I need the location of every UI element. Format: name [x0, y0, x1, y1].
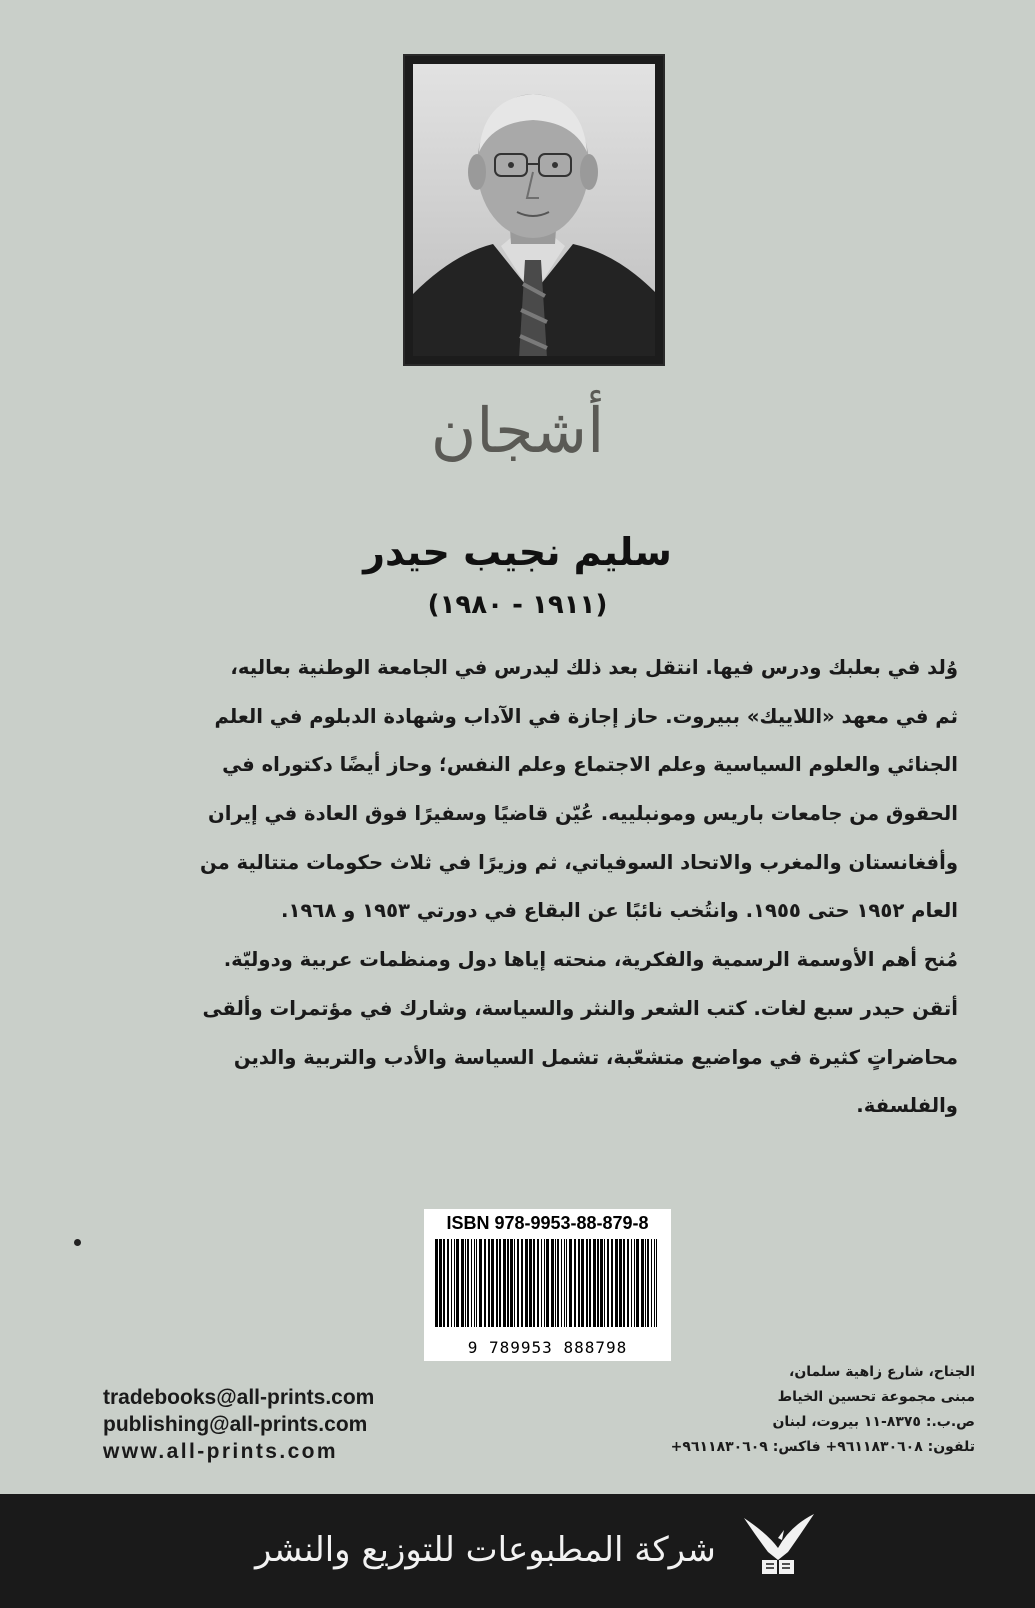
barcode-bar [465, 1239, 466, 1327]
barcode-bar [471, 1239, 472, 1327]
barcode-bar [447, 1239, 449, 1327]
barcode-bar [454, 1239, 455, 1327]
isbn-label: ISBN 978-9953-88-879-8 [446, 1213, 649, 1233]
website-link[interactable]: www.all-prints.com [103, 1440, 338, 1463]
barcode-bar [607, 1239, 609, 1327]
bio-line: أتقن حيدر سبع لغات. كتب الشعر والنثر والسياسة، وشارك في مؤتمرات وألقى [202, 996, 958, 1020]
barcode-bar [600, 1239, 603, 1327]
barcode-bar [597, 1239, 599, 1327]
barcode-bar [581, 1239, 584, 1327]
barcode-bar [645, 1239, 646, 1327]
barcode-bar [593, 1239, 596, 1327]
author-photo [403, 54, 665, 366]
barcode-bar [631, 1239, 632, 1327]
isbn-digits: 9 789953 888798 [467, 1338, 628, 1357]
barcode-bar [623, 1239, 625, 1327]
barcode-bar [474, 1239, 475, 1327]
address-line: ص.ب.: ٨٣٧٥-١١ بيروت، لبنان [772, 1414, 975, 1430]
address-line: مبنى مجموعة تحسين الخياط [777, 1389, 975, 1405]
barcode-bar [634, 1239, 635, 1327]
barcode-bar [589, 1239, 591, 1327]
barcode-bar [569, 1239, 572, 1327]
barcode-bar [499, 1239, 501, 1327]
barcode-bar [615, 1239, 618, 1327]
barcode-bar [521, 1239, 523, 1327]
trade-email-link[interactable]: tradebooks@all-prints.com [103, 1386, 375, 1409]
barcode-bar [439, 1239, 442, 1327]
barcode-bar [651, 1239, 652, 1327]
barcode-bar [507, 1239, 509, 1327]
barcode-bar [503, 1239, 506, 1327]
barcode-bar [636, 1239, 639, 1327]
barcode-bar [647, 1239, 649, 1327]
barcode-bar [496, 1239, 498, 1327]
bio-line: العام ١٩٥٢ حتى ١٩٥٥. وانتُخب نائبًا عن البقاع في دورتي ١٩٥٣ و ١٩٦٨. [281, 899, 958, 923]
barcode-bar [476, 1239, 477, 1327]
barcode-bar [544, 1239, 545, 1327]
publisher-contacts [103, 1384, 374, 1465]
publisher-footer [0, 1494, 1035, 1608]
barcode-bar [561, 1239, 562, 1327]
barcode-bar [641, 1239, 644, 1327]
barcode-bar [627, 1239, 629, 1327]
bio-line: الحقوق من جامعات باريس ومونبلييه. عُيّن قاضيًا وسفيرًا فوق العادة في إيران [208, 802, 958, 826]
barcode-bar [510, 1239, 513, 1327]
barcode-bars [435, 1239, 660, 1327]
barcode-bar [451, 1239, 452, 1327]
bio-line: وأفغانستان والمغرب والاتحاد السوفياتي، ثم وزيرًا في ثلاث حكومات متتالية من [199, 850, 958, 874]
barcode-bar [546, 1239, 549, 1327]
barcode-bar [467, 1239, 469, 1327]
barcode-bar [435, 1239, 438, 1327]
barcode-bar [529, 1239, 532, 1327]
publisher-address [671, 1360, 975, 1460]
barcode-bar [541, 1239, 542, 1327]
address-line: الجناح، شارع زاهية سلمان، [789, 1364, 975, 1380]
barcode-bar [484, 1239, 486, 1327]
decorative-dot [74, 1239, 81, 1246]
barcode-bar [525, 1239, 528, 1327]
barcode-bar [578, 1239, 580, 1327]
barcode-bar [456, 1239, 459, 1327]
barcode-bar [514, 1239, 515, 1327]
bio-line: ثم في معهد «اللاييك» ببيروت. حاز إجازة في الآداب وشهادة الدبلوم في العلم [214, 704, 958, 728]
barcode-bar [654, 1239, 655, 1327]
barcode-bar [656, 1239, 657, 1327]
barcode-bar [479, 1239, 482, 1327]
barcode-bar [566, 1239, 567, 1327]
barcode-bar [443, 1239, 445, 1327]
barcode-bar [574, 1239, 576, 1327]
barcode-bar [491, 1239, 494, 1327]
bio-line: محاضراتٍ كثيرة في مواضيع متشعّبة، تشمل السياسة والأدب والتربية والدين [233, 1045, 958, 1069]
author-dates: (١٩١١ - ١٩٨٠) [427, 590, 608, 620]
isbn-barcode [424, 1209, 671, 1361]
barcode-bar [604, 1239, 605, 1327]
barcode-bar [619, 1239, 622, 1327]
barcode-bar [517, 1239, 519, 1327]
barcode-bar [586, 1239, 588, 1327]
barcode-bar [537, 1239, 539, 1327]
biography [96, 644, 958, 1131]
bio-line: مُنح أهم الأوسمة الرسمية والفكرية، منحته إياها دول ومنظمات عربية ودوليّة. [223, 948, 958, 972]
bio-line: والفلسفة. [856, 1094, 958, 1118]
barcode-bar [564, 1239, 565, 1327]
barcode-bar [611, 1239, 613, 1327]
publishing-email-link[interactable]: publishing@all-prints.com [103, 1413, 368, 1436]
publisher-name: شركة المطبوعات للتوزيع والنشر [255, 1530, 716, 1570]
barcode-bar [555, 1239, 556, 1327]
author-portrait-image [413, 64, 655, 356]
bio-line: وُلد في بعلبك ودرس فيها. انتقل بعد ذلك ليدرس في الجامعة الوطنية بعاليه، [230, 656, 958, 679]
portrait-illustration [413, 64, 655, 356]
barcode-bar [488, 1239, 490, 1327]
series-logo: أشجان [430, 394, 605, 467]
barcode-bar [461, 1239, 464, 1327]
bird-book-logo-icon [738, 1508, 818, 1578]
barcode-bar [551, 1239, 554, 1327]
barcode-bar [533, 1239, 535, 1327]
address-line: تلفون: ٩٦١١٨٣٠٦٠٨+ فاكس: ٩٦١١٨٣٠٦٠٩+ [670, 1439, 975, 1455]
barcode-bar [557, 1239, 559, 1327]
author-name: سليم نجيب حيدر [363, 530, 672, 574]
bio-line: الجنائي والعلوم السياسية وعلم الاجتماع وعلم النفس؛ وحاز أيضًا دكتوراه في [222, 753, 958, 777]
